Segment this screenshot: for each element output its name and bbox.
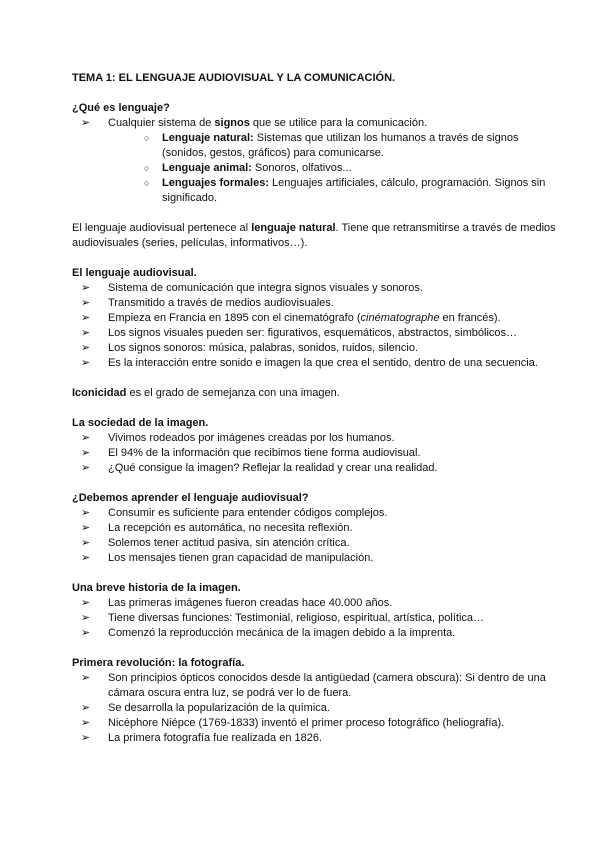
list-item <box>72 506 560 521</box>
list-item <box>72 356 560 371</box>
section-audiovisual-language <box>72 266 560 371</box>
bullet-list <box>72 671 560 746</box>
arrow-bullet-icon: ➢ <box>81 447 91 459</box>
item-italic-text: cinématographe <box>360 312 440 324</box>
item-text: Lenguajes artificiales, cálculo, programación. Signos sin significado. <box>162 177 546 204</box>
item-text: La recepción es automática, no necesita reflexión. <box>108 522 353 534</box>
paragraph-audiovisual-natural <box>72 221 560 251</box>
paragraph-bold-text: lenguaje natural <box>251 222 336 234</box>
list-item <box>72 626 560 641</box>
list-item <box>72 521 560 536</box>
item-text: Son principios ópticos conocidos desde la antigüedad (camera obscura): Si dentro de una cámara oscura entra luz, se podrá ver lo de fuera. <box>108 672 546 699</box>
bullet-list <box>72 281 560 371</box>
section-heading: Una breve historia de la imagen. <box>72 582 241 594</box>
list-item <box>72 716 560 731</box>
section-learn-audiovisual <box>72 491 560 566</box>
section-heading: ¿Qué es lenguaje? <box>72 102 170 114</box>
item-text: Consumir es suficiente para entender códigos complejos. <box>108 507 388 519</box>
arrow-bullet-icon: ➢ <box>81 672 91 684</box>
list-item <box>72 281 560 296</box>
section-heading: El lenguaje audiovisual. <box>72 267 197 279</box>
item-text: Solemos tener actitud pasiva, sin atención crítica. <box>108 537 350 549</box>
section-heading: La sociedad de la imagen. <box>72 417 209 429</box>
arrow-bullet-icon: ➢ <box>81 537 91 549</box>
item-text: Se desarrolla la popularización de la química. <box>108 702 330 714</box>
arrow-bullet-icon: ➢ <box>81 462 91 474</box>
item-text: Tiene diversas funciones: Testimonial, religioso, espiritual, artística, política… <box>108 612 485 624</box>
sub-list-item <box>144 131 560 161</box>
section-heading: Primera revolución: la fotografía. <box>72 657 245 669</box>
paragraph-text: . Tiene que retransmitirse a través de medios audiovisuales (series, películas, informativos…). <box>72 222 556 249</box>
arrow-bullet-icon: ➢ <box>81 552 91 564</box>
item-text: Los signos visuales pueden ser: figurativos, esquemáticos, abstractos, simbólicos… <box>108 327 518 339</box>
arrow-bullet-icon: ➢ <box>81 627 91 639</box>
arrow-bullet-icon: ➢ <box>81 342 91 354</box>
list-item <box>72 536 560 551</box>
paragraph-iconicity <box>72 386 560 401</box>
item-text: Los mensajes tienen gran capacidad de manipulación. <box>108 552 374 564</box>
arrow-bullet-icon: ➢ <box>81 357 91 369</box>
section-photography-revolution <box>72 656 560 746</box>
item-text: Empieza en Francia en 1895 con el cinematógrafo ( <box>108 312 361 324</box>
item-text: Cualquier sistema de <box>108 117 215 129</box>
list-item <box>72 671 560 701</box>
item-text: La primera fotografía fue realizada en 1826. <box>108 732 323 744</box>
item-bold-text: Lenguajes formales: <box>162 177 269 189</box>
item-text: El 94% de la información que recibimos tiene forma audiovisual. <box>108 447 421 459</box>
list-item <box>72 611 560 626</box>
list-item <box>72 596 560 611</box>
list-item <box>72 311 560 326</box>
document-title: TEMA 1: EL LENGUAJE AUDIOVISUAL Y LA COMUNICACIÓN. <box>72 72 396 84</box>
item-text: que se utilice para la comunicación. <box>249 117 428 129</box>
arrow-bullet-icon: ➢ <box>81 327 91 339</box>
sub-list-item <box>144 176 560 206</box>
list-item <box>72 446 560 461</box>
arrow-bullet-icon: ➢ <box>81 297 91 309</box>
list-item <box>72 731 560 746</box>
bullet-list <box>72 596 560 641</box>
item-bold-text: Lenguaje animal: <box>162 162 252 174</box>
circle-bullet-icon: ○ <box>144 178 150 188</box>
paragraph-text: El lenguaje audiovisual pertenece al <box>72 222 252 234</box>
section-heading: ¿Debemos aprender el lenguaje audiovisual? <box>72 492 309 504</box>
list-item <box>72 551 560 566</box>
list-item <box>72 341 560 356</box>
circle-bullet-icon: ○ <box>144 133 150 143</box>
item-text: Las primeras imágenes fueron creadas hace 40.000 años. <box>108 597 393 609</box>
item-bold-text: signos <box>214 117 250 129</box>
section-what-is-language <box>72 101 560 206</box>
list-item <box>72 326 560 341</box>
arrow-bullet-icon: ➢ <box>81 117 91 129</box>
item-text: Sistemas que utilizan los humanos a través de signos (sonidos, gestos, gráficos) para comunicarse. <box>162 132 519 159</box>
item-text: Comenzó la reproducción mecánica de la imagen debido a la imprenta. <box>108 627 456 639</box>
item-bold-text: Lenguaje natural: <box>162 132 254 144</box>
section-image-society <box>72 416 560 476</box>
item-text: Los signos sonoros: música, palabras, sonidos, ruidos, silencio. <box>108 342 418 354</box>
list-item <box>72 431 560 446</box>
arrow-bullet-icon: ➢ <box>81 432 91 444</box>
circle-bullet-icon: ○ <box>144 163 150 173</box>
arrow-bullet-icon: ➢ <box>81 282 91 294</box>
item-text: Vivimos rodeados por imágenes creadas por los humanos. <box>108 432 395 444</box>
arrow-bullet-icon: ➢ <box>81 312 91 324</box>
arrow-bullet-icon: ➢ <box>81 597 91 609</box>
item-text: Nicéphore Niépce (1769-1833) inventó el primer proceso fotográfico (heliografía). <box>108 717 505 729</box>
section-image-history <box>72 581 560 641</box>
sub-list-item <box>144 161 560 176</box>
list-item <box>72 461 560 476</box>
paragraph-bold-text: Iconicidad <box>72 387 127 399</box>
item-text: Sistema de comunicación que integra signos visuales y sonoros. <box>108 282 423 294</box>
list-item <box>72 296 560 311</box>
bullet-list <box>72 506 560 566</box>
sub-bullet-list <box>72 131 560 206</box>
item-text: Sonoros, olfativos... <box>251 162 352 174</box>
bullet-list <box>72 431 560 476</box>
arrow-bullet-icon: ➢ <box>81 702 91 714</box>
bullet-list <box>72 116 560 131</box>
arrow-bullet-icon: ➢ <box>81 507 91 519</box>
arrow-bullet-icon: ➢ <box>81 732 91 744</box>
paragraph-text: es el grado de semejanza con una imagen. <box>126 387 340 399</box>
arrow-bullet-icon: ➢ <box>81 522 91 534</box>
item-text: en francés). <box>439 312 501 324</box>
item-text: ¿Qué consigue la imagen? Reflejar la realidad y crear una realidad. <box>108 462 438 474</box>
item-text: Transmitido a través de medios audiovisuales. <box>108 297 334 309</box>
list-item <box>72 701 560 716</box>
arrow-bullet-icon: ➢ <box>81 717 91 729</box>
arrow-bullet-icon: ➢ <box>81 612 91 624</box>
item-text: Es la interacción entre sonido e imagen la que crea el sentido, dentro de una secuencia. <box>108 357 538 369</box>
list-item <box>72 116 560 131</box>
